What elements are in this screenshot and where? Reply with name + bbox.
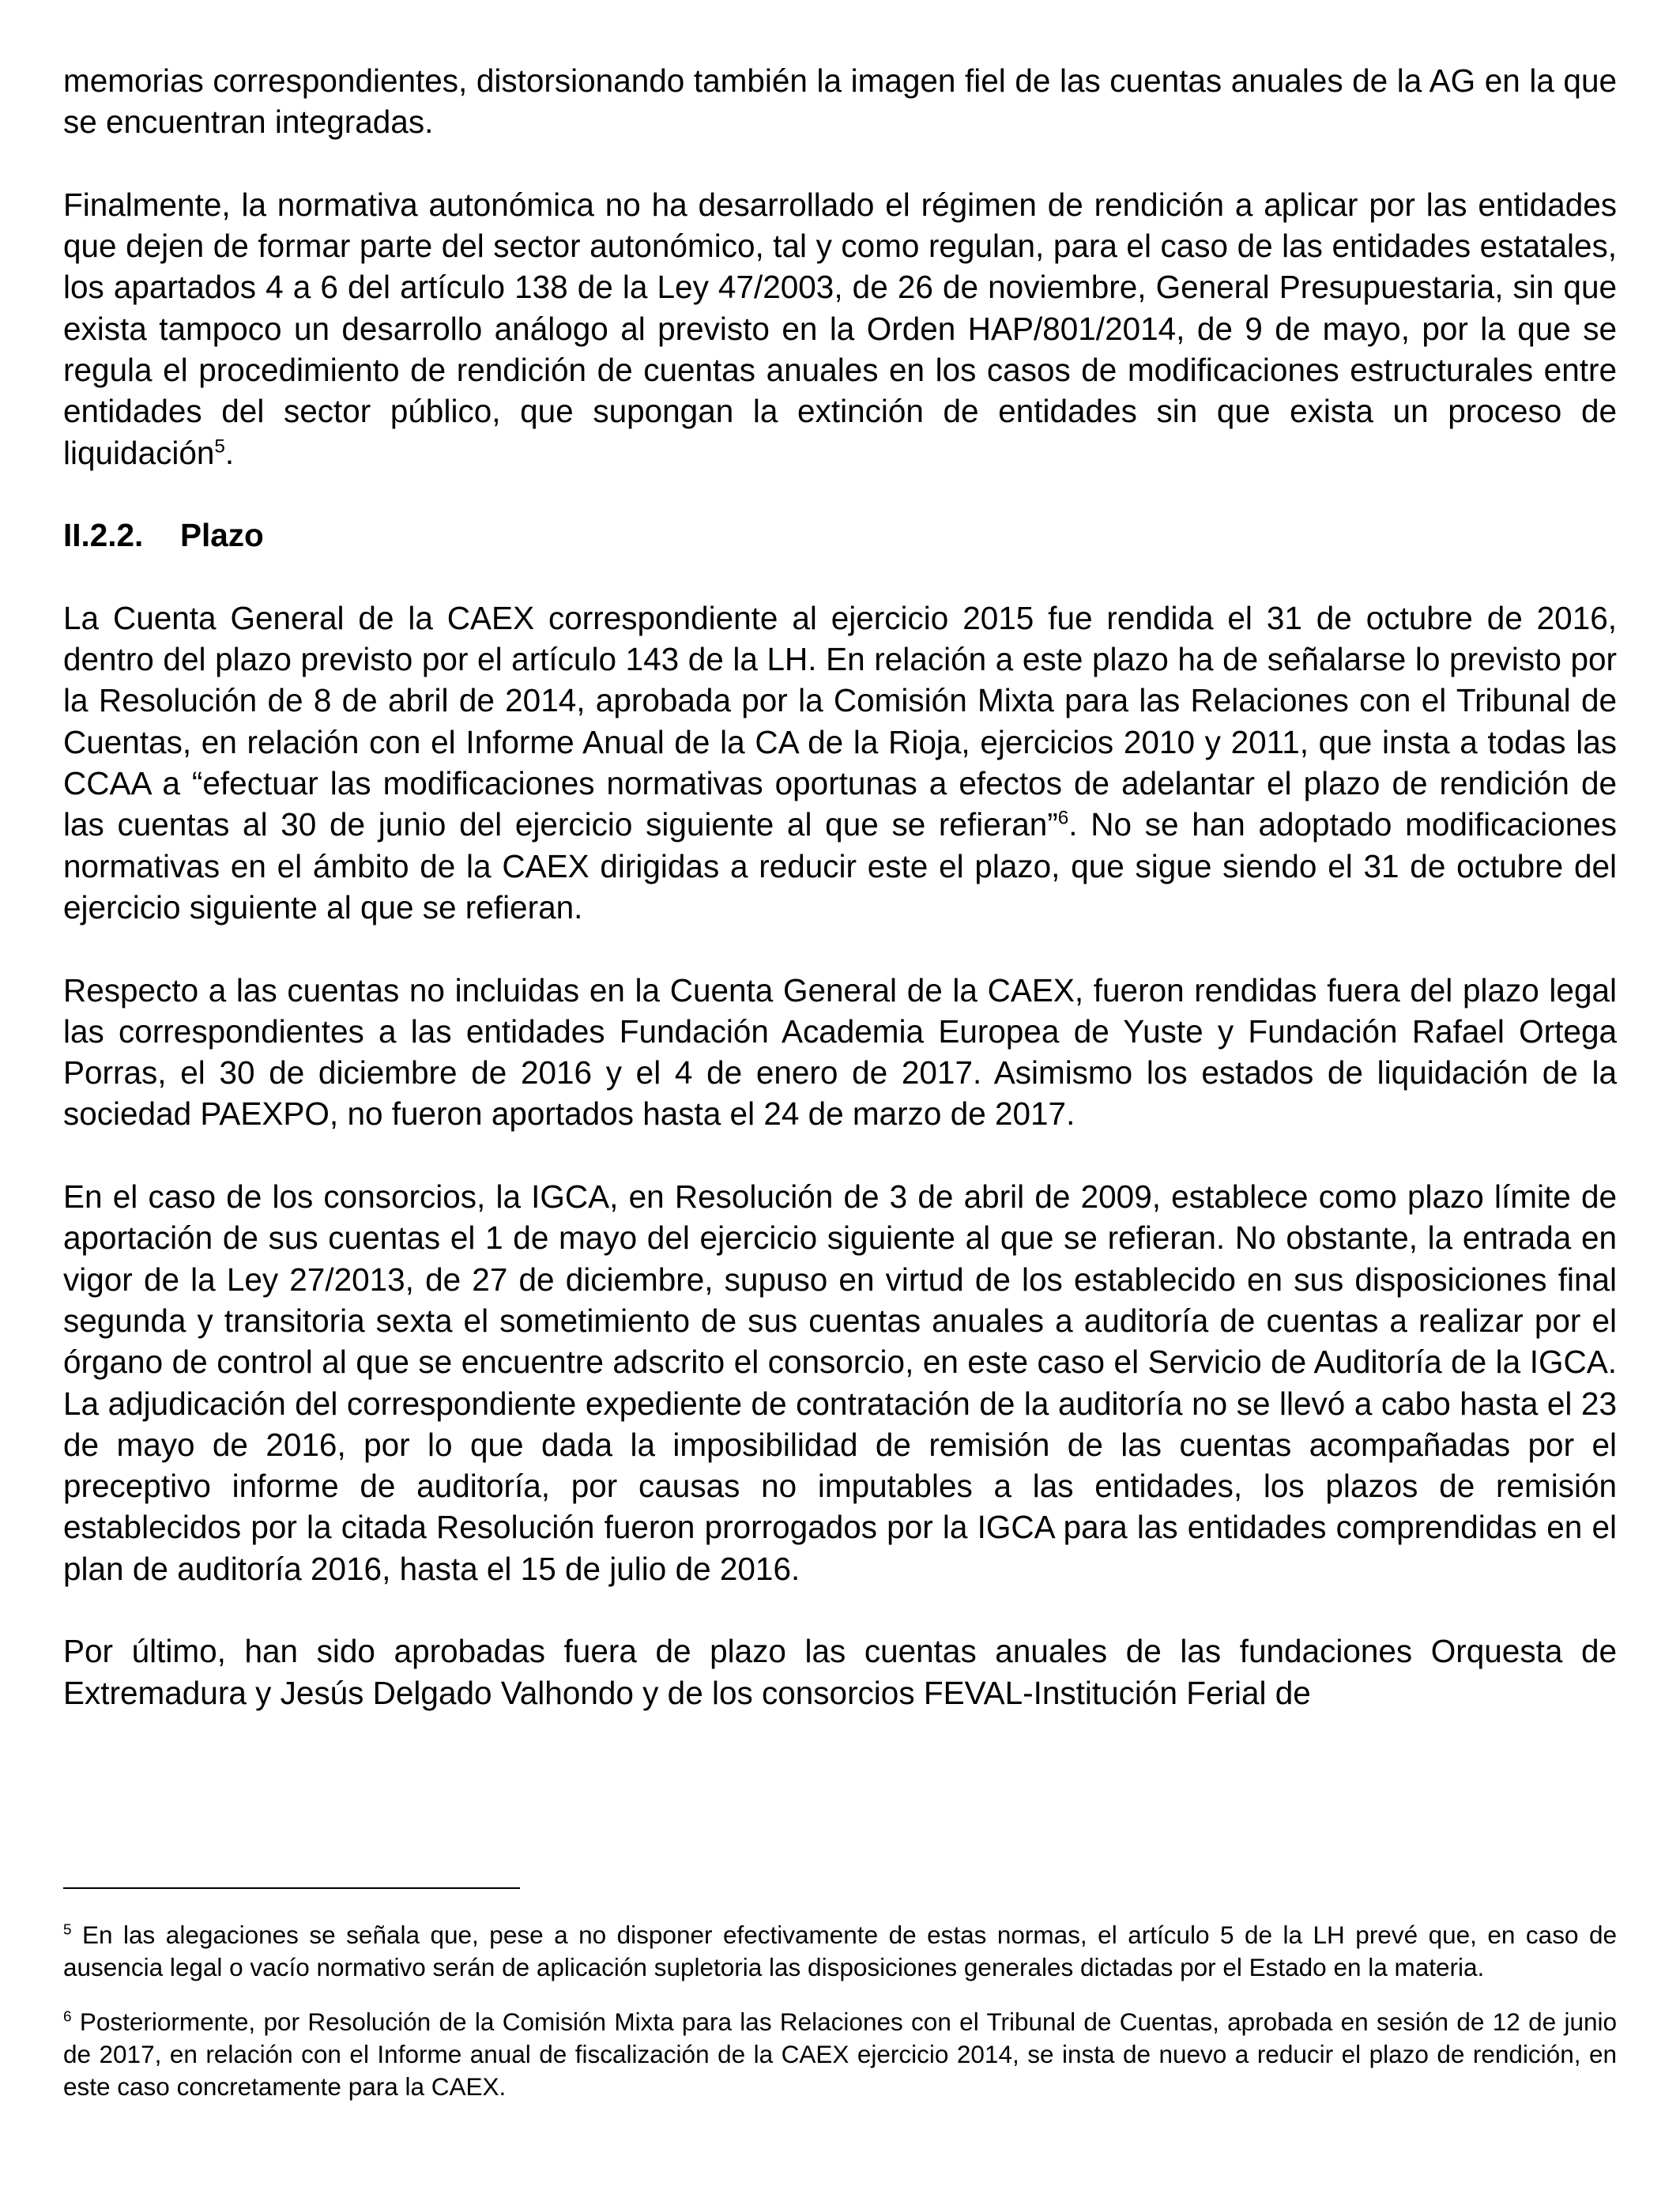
footnote-5: $^5$ En las alegaciones se señala que, pese a no disponer efectivamente de estas normas, el artículo 5 de la LH prevé que, en caso de ausencia legal o vacío normativo serán de aplicación supletoria las disposiciones generales dictadas por el Estado en la materia. [63,1921,1617,1982]
footnote-separator [63,1887,520,1889]
footnote-mark: 5 [63,1921,72,1939]
section-heading [63,515,1617,556]
section-title: Plazo [180,517,264,554]
footnote-mark: 6 [63,2008,72,2026]
section-number: II.2.2. [63,517,144,554]
paragraph-plazo-4: Por último, han sido aprobadas fuera de plazo las cuentas anuales de las fundaciones Orquesta de Extremadura y Jesús Delgado Valhondo y de los consorcios FEVAL-Institución Ferial de [63,1633,1617,1711]
footnote-ref-6[interactable]: 6 [1057,807,1069,829]
paragraph-plazo-2: Respecto a las cuentas no incluidas en la Cuenta General de la CAEX, fueron rendidas fuera del plazo legal las correspondientes a las entidades Fundación Academia Europea de Yuste y Fundación Rafael Ortega Porras, el 30 de diciembre de 2016 y el 4 de enero de 2017. Asimismo los estados de liquidación de la sociedad PAEXPO, no fueron aportados hasta el 24 de marzo de 2017. [63,971,1617,1133]
paragraph-plazo-1: La Cuenta General de la CAEX correspondiente al ejercicio 2015 fue rendida el 31 de octubre de 2016, dentro del plazo previsto por el artículo 143 de la LH. En relación a este plazo ha de señalarse lo previsto por la Resolución de 8 de abril de 2014, aprobada por la Comisión Mixta para las Relaciones con el Tribunal de Cuentas, en relación con el Informe Anual de la CA de la Rioja, ejercicios 2010 y 2011, que insta a todas las CCAA a “efectuar las modificaciones normativas oportunas a efectos de adelantar el plazo de rendición de las cuentas al 30 de junio del ejercicio siguiente al que se refieran”$^6$. No se han adoptado modificaciones normativas en el ámbito de la CAEX dirigidas a reducir este el plazo, que sigue siendo el 31 de octubre del ejercicio siguiente al que se refieran. [63,599,1617,925]
paragraph-continuation: memorias correspondientes, distorsionando también la imagen fiel de las cuentas anuales de la AG en la que se encuentran integradas. [63,62,1617,141]
footnotes [63,1887,1617,2124]
footnote-ref-5[interactable]: 5 [214,435,225,458]
paragraph-regimen-rendicion: Finalmente, la normativa autonómica no ha desarrollado el régimen de rendición a aplicar por las entidades que dejen de formar parte del sector autonómico, tal y como regulan, para el caso de las entidades estatales, los apartados 4 a 6 del artículo 138 de la Ley 47/2003, de 26 de noviembre, General Presupuestaria, sin que exista tampoco un desarrollo análogo al previsto en la Orden HAP/801/2014, de 9 de mayo, por la que se regula el procedimiento de rendición de cuentas anuales en los casos de modificaciones estructurales entre entidades del sector público, que supongan la extinción de entidades sin que exista un proceso de liquidación$^5$. [63,186,1617,471]
paragraph-plazo-3: En el caso de los consorcios, la IGCA, en Resolución de 3 de abril de 2009, establece como plazo límite de aportación de sus cuentas el 1 de mayo del ejercicio siguiente al que se refieran. No obstante, la entrada en vigor de la Ley 27/2013, de 27 de diciembre, supuso en virtud de los establecido en sus disposiciones final segunda y transitoria sexta el sometimiento de sus cuentas anuales a auditoría de cuentas a realizar por el órgano de control al que se encuentre adscrito el consorcio, en este caso el Servicio de Auditoría de la IGCA. La adjudicación del correspondiente expediente de contratación de la auditoría no se llevó a cabo hasta el 23 de mayo de 2016, por lo que dada la imposibilidad de remisión de las cuentas acompañadas por el preceptivo informe de auditoría, por causas no imputables a las entidades, los plazos de remisión establecidos por la citada Resolución fueron prorrogados por la IGCA para las entidades comprendidas en el plan de auditoría 2016, hasta el 15 de julio de 2016. [63,1178,1617,1587]
footnote-6: $^6$ Posteriormente, por Resolución de la Comisión Mixta para las Relaciones con el Tribunal de Cuentas, aprobada en sesión de 12 de junio de 2017, en relación con el Informe anual de fiscalización de la CAEX ejercicio 2014, se insta de nuevo a reducir el plazo de rendición, en este caso concretamente para la CAEX. [63,2007,1617,2102]
